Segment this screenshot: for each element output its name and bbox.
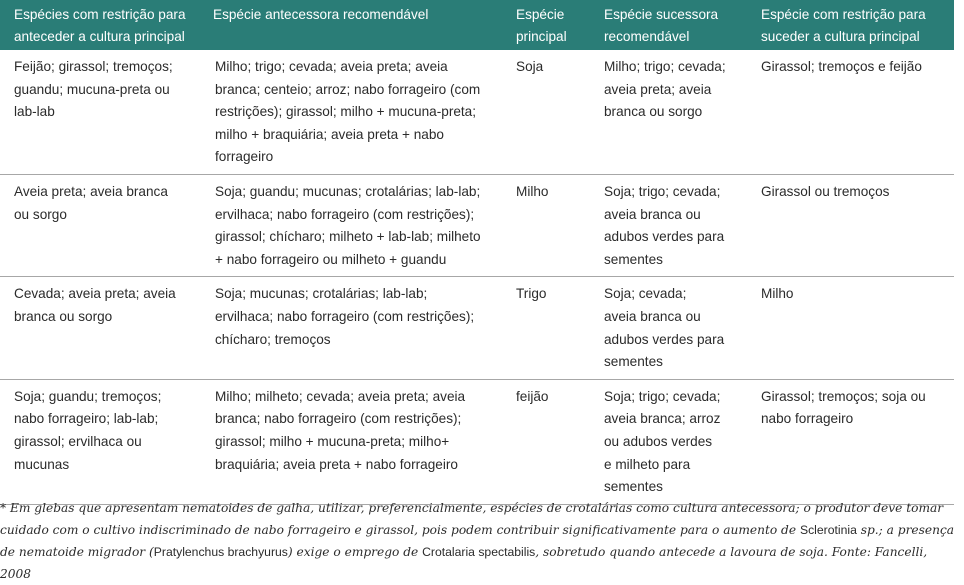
cell-restricted-after <box>753 277 954 379</box>
footnote-species-term: Crotalaria spectabilis <box>422 545 536 560</box>
cell-line: Girassol; tremoços; soja ou <box>761 388 926 404</box>
cell-line: aveia branca; arroz <box>604 411 721 427</box>
cell-recommended-succeeding <box>596 174 753 276</box>
cell-line: Soja; cevada; <box>604 286 687 302</box>
cell-line: girassol; chícharo; milheto + lab-lab; milheto <box>215 229 481 245</box>
cell-line: branca; centeio; arroz; nabo forrageiro (com <box>215 81 481 97</box>
cell-recommended-succeeding <box>596 379 753 504</box>
cell-restricted-before <box>0 379 205 504</box>
footnote-text: * Em glebas que apresentam nematoides de galha, utilizar, preferencialmente, espécies de crotalárias como cultura antecessora; o produtor deve tomar cuidado com o cultivo indiscriminado de nabo forrageiro e girassol, pois podem contribuir significativamente para o aumento de <box>0 501 944 538</box>
header-text: Espécie <box>516 7 565 22</box>
cell-line: sementes <box>604 479 663 495</box>
cell-line: forrageiro <box>215 149 274 165</box>
cell-restricted-after <box>753 379 954 504</box>
cell-line: Soja; guandu; tremoços; <box>14 388 162 404</box>
header-main-species <box>508 0 596 50</box>
cell-line: nabo forrageiro <box>761 411 854 427</box>
cell-line: Aveia preta; aveia branca <box>14 183 168 199</box>
header-restricted-after <box>753 0 954 50</box>
cell-line: braquiária; aveia preta + nabo forrageiro <box>215 456 458 472</box>
cell-line: Soja; trigo; cevada; <box>604 183 721 199</box>
cell-line: girassol; ervilhaca ou <box>14 433 142 449</box>
cell-line: Milho; trigo; cevada; aveia preta; aveia <box>215 59 448 74</box>
cell-recommended-succeeding <box>596 277 753 379</box>
cell-line: Soja; guandu; mucunas; crotalárias; lab-lab; <box>215 183 481 199</box>
footnote-text: , sobretudo quando antecede a lavoura de soja. Fonte: Fancelli, 2008 <box>0 545 928 582</box>
cell-line: milho + braquiária; aveia preta + nabo <box>215 126 444 142</box>
footnote-text: ) exige o emprego de <box>287 545 423 560</box>
footnote-species-term: Pratylenchus brachyurus <box>153 545 288 560</box>
cell-line: ervilhaca; nabo forrageiro (com restrições); <box>215 206 475 222</box>
table-row <box>0 379 954 504</box>
cell-line: Milho; trigo; cevada; <box>604 59 726 74</box>
cell-recommended-preceding <box>205 50 508 174</box>
cell-line: girassol; milho + mucuna-preta; milho+ <box>215 433 450 449</box>
cell-recommended-preceding <box>205 174 508 276</box>
cell-line: ou adubos verdes <box>604 433 713 449</box>
header-recommended-preceding <box>205 0 508 50</box>
cell-recommended-preceding <box>205 379 508 504</box>
header-recommended-succeeding <box>596 0 753 50</box>
header-text: Espécie antecessora recomendável <box>213 7 429 22</box>
cell-restricted-after <box>753 174 954 276</box>
header-text: principal <box>516 28 567 44</box>
cell-line: aveia branca ou <box>604 206 701 222</box>
cell-line: Milho <box>516 183 549 199</box>
cell-main-species <box>508 277 596 379</box>
cell-line: Feijão; girassol; tremoços; <box>14 59 173 74</box>
cell-line: + nabo forrageiro ou milheto + guandu <box>215 251 447 267</box>
cell-line: Milho <box>761 286 794 302</box>
cell-main-species <box>508 379 596 504</box>
cell-line: sementes <box>604 251 663 267</box>
table-row <box>0 277 954 379</box>
cell-line: aveia preta; aveia <box>604 81 712 97</box>
cell-line: aveia branca ou <box>604 308 701 324</box>
cell-line: feijão <box>516 388 549 404</box>
header-text: Espécie com restrição para <box>761 7 926 22</box>
cell-restricted-after <box>753 50 954 174</box>
cell-line: nabo forrageiro; lab-lab; <box>14 411 159 427</box>
cell-line: Girassol ou tremoços <box>761 183 890 199</box>
footnote-text: sp.; a presença de nematoide migrador ( <box>0 523 955 560</box>
cell-line: Trigo <box>516 286 547 302</box>
cell-main-species <box>508 174 596 276</box>
cell-main-species <box>508 50 596 174</box>
header-text: Espécie sucessora <box>604 7 719 22</box>
header-row <box>0 0 954 50</box>
cell-line: Soja; mucunas; crotalárias; lab-lab; <box>215 286 428 302</box>
cell-line: branca; nabo forrageiro (com restrições); <box>215 411 462 427</box>
cell-line: e milheto para <box>604 456 691 472</box>
cell-recommended-succeeding <box>596 50 753 174</box>
cell-line: ervilhaca; nabo forrageiro (com restrições); <box>215 308 475 324</box>
cell-restricted-before <box>0 50 205 174</box>
table-header <box>0 0 954 50</box>
footnote-species-term: Sclerotinia <box>799 523 857 538</box>
cell-line: chícharo; tremoços <box>215 331 331 347</box>
cell-line: ou sorgo <box>14 206 67 222</box>
header-text: recomendável <box>604 28 690 44</box>
header-restricted-before <box>0 0 205 50</box>
cell-restricted-before <box>0 277 205 379</box>
cell-line: sementes <box>604 354 663 370</box>
table-row <box>0 174 954 276</box>
cell-line: branca ou sorgo <box>14 308 113 324</box>
cell-line: lab-lab <box>14 104 55 120</box>
cell-line: restrições); girassol; milho + mucuna-preta; <box>215 104 477 120</box>
cell-restricted-before <box>0 174 205 276</box>
cell-line: branca ou sorgo <box>604 104 703 120</box>
cell-recommended-preceding <box>205 277 508 379</box>
table-body <box>0 50 954 504</box>
cell-line: Soja <box>516 59 544 74</box>
table-row <box>0 50 954 174</box>
header-text: anteceder a cultura principal <box>14 28 185 44</box>
header-text: suceder a cultura principal <box>761 28 920 44</box>
cell-line: Milho; milheto; cevada; aveia preta; aveia <box>215 388 466 404</box>
header-text: Espécies com restrição para <box>14 7 186 22</box>
cell-line: Soja; trigo; cevada; <box>604 388 721 404</box>
cell-line: guandu; mucuna-preta ou <box>14 81 170 97</box>
cell-line: adubos verdes para <box>604 229 725 245</box>
cell-line: adubos verdes para <box>604 331 725 347</box>
cell-line: mucunas <box>14 456 70 472</box>
cell-line: Girassol; tremoços e feijão <box>761 59 922 74</box>
cell-line: Cevada; aveia preta; aveia <box>14 286 176 302</box>
